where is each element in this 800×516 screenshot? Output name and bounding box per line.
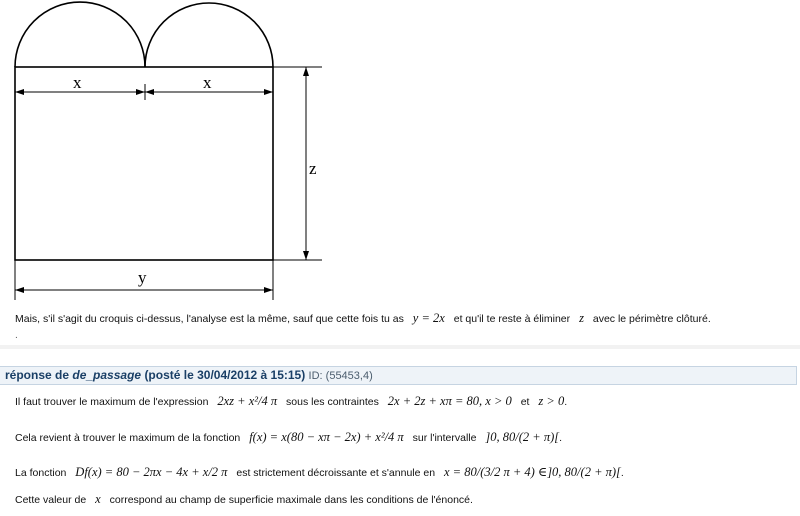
post-line-2-text-a: Cela revient à trouver le maximum de la fonction bbox=[15, 432, 241, 444]
rectangle bbox=[15, 67, 273, 260]
label-x-right: x bbox=[203, 73, 212, 92]
post-line-3-text-b: est strictement décroissante et s'annule en bbox=[236, 467, 436, 479]
post-line-3-math-b: x = 80/(3/2 π + 4) ∈]0, 80/(2 + π)[ bbox=[443, 465, 621, 479]
post-line-2-text-b: sur l'intervalle bbox=[412, 432, 477, 444]
intro-math-y-2x: y = 2x bbox=[412, 311, 445, 325]
arrow-y-left bbox=[15, 287, 24, 293]
post-line-3-text-a: La fonction bbox=[15, 467, 67, 479]
post-line-4-text-a: Cette valeur de bbox=[15, 494, 87, 506]
post-line-1-text-d: . bbox=[564, 396, 568, 408]
post-date: (posté le 30/04/2012 à 15:15) bbox=[144, 368, 306, 382]
post-line-2 bbox=[15, 430, 562, 445]
post-line-4 bbox=[15, 492, 473, 507]
post-line-4-math-a: x bbox=[95, 492, 101, 506]
arrow-x-right-end bbox=[264, 89, 273, 95]
left-semicircle bbox=[15, 2, 145, 67]
post-author[interactable]: de_passage bbox=[72, 368, 142, 382]
post-prefix: réponse de bbox=[5, 368, 70, 382]
enclosure-figure bbox=[0, 0, 360, 300]
intro-math-z: z bbox=[579, 311, 584, 325]
post-id: ID: (55453,4) bbox=[308, 370, 373, 382]
arrow-x-right-start bbox=[145, 89, 154, 95]
enclosure-diagram bbox=[0, 0, 360, 300]
label-y: y bbox=[138, 268, 147, 287]
post-line-2-math-a: f(x) = x(80 − xπ − 2x) + x²/4 π bbox=[249, 430, 404, 444]
label-z: z bbox=[309, 159, 317, 178]
post-line-3-math-a: Df(x) = 80 − 2πx − 4x + x/2 π bbox=[75, 465, 228, 479]
label-x-left: x bbox=[73, 73, 82, 92]
intro-paragraph bbox=[15, 311, 711, 326]
post-line-2-math-b: ]0, 80/(2 + π)[ bbox=[485, 430, 560, 444]
arrow-z-top bbox=[303, 67, 309, 76]
arrow-x-left-start bbox=[15, 89, 24, 95]
intro-text-before: Mais, s'il s'agit du croquis ci-dessus, l'analyse est la même, sauf que cette fois tu as bbox=[15, 313, 404, 325]
post-line-3 bbox=[15, 464, 624, 480]
post-line-1 bbox=[15, 394, 567, 409]
post-line-3-text-c: . bbox=[620, 467, 624, 479]
post-line-1-math-b: 2x + 2z + xπ = 80, x > 0 bbox=[387, 394, 512, 408]
post-line-1-text-a: Il faut trouver le maximum de l'expression bbox=[15, 396, 209, 408]
arrow-z-bottom bbox=[303, 251, 309, 260]
intro-text-middle: et qu'il te reste à éliminer bbox=[453, 313, 571, 325]
arrow-x-left-end bbox=[136, 89, 145, 95]
post-line-1-math-a: 2xz + x²/4 π bbox=[217, 394, 278, 408]
post-line-4-text-b: correspond au champ de superficie maximale dans les conditions de l'énoncé. bbox=[109, 494, 473, 506]
post-line-1-text-c: et bbox=[520, 396, 530, 408]
intro-text-after: avec le périmètre clôturé. bbox=[592, 313, 711, 325]
trailing-dot: . bbox=[15, 330, 18, 341]
post-line-1-math-c: z > 0 bbox=[538, 394, 565, 408]
post-header bbox=[0, 366, 797, 385]
arrow-y-right bbox=[264, 287, 273, 293]
section-divider bbox=[0, 345, 800, 349]
right-semicircle bbox=[145, 3, 273, 67]
post-line-1-text-b: sous les contraintes bbox=[286, 396, 379, 408]
post-line-2-text-c: . bbox=[559, 432, 563, 444]
